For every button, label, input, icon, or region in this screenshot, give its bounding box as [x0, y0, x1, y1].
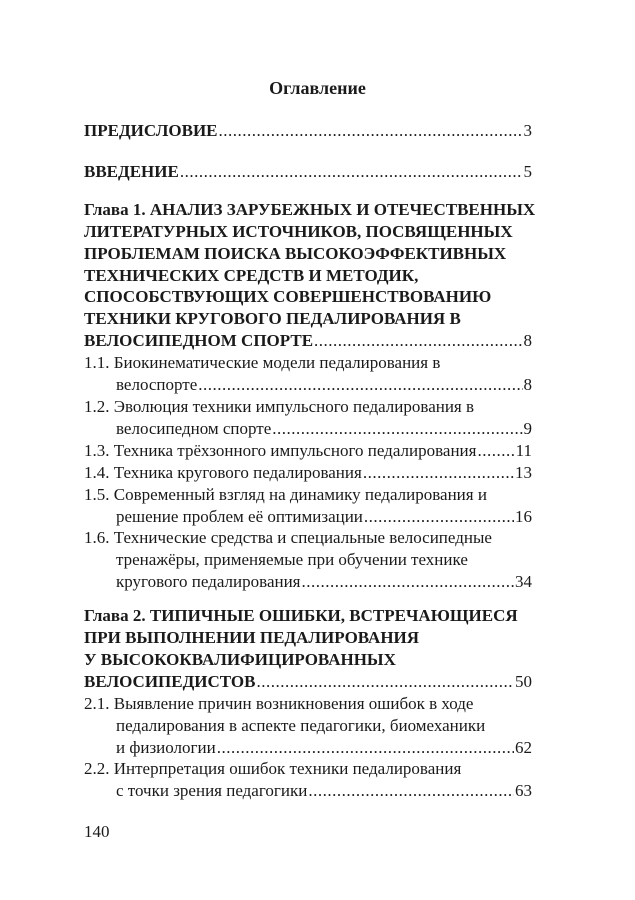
toc-entry[interactable] [84, 120, 532, 142]
toc-entry-text: Глава 1. АНАЛИЗ ЗАРУБЕЖНЫХ И ОТЕЧЕСТВЕННЫХ [84, 199, 536, 219]
toc-entry-text: 1.3. Техника трёхзонного импульсного педалирования [84, 440, 477, 460]
toc-entry-text: решение проблем её оптимизации [116, 506, 363, 526]
toc-page-number: 8 [523, 331, 532, 351]
toc-entry-text: ПРЕДИСЛОВИЕ [84, 121, 218, 140]
dot-leader [198, 374, 522, 396]
toc-entry-text: 1.1. Биокинематические модели педалирования в [84, 353, 441, 373]
toc-entry-last-line [84, 671, 532, 693]
dot-leader [219, 120, 523, 142]
toc-entry-text: ПРОБЛЕМАМ ПОИСКА ВЫСОКОЭФФЕКТИВНЫХ [84, 243, 507, 263]
page-number: 140 [84, 822, 110, 841]
toc-entry[interactable] [84, 396, 532, 440]
toc-entry-text: педалирования в аспекте педагогики, биомеханики [116, 715, 486, 735]
toc-entry-text: 1.6. Технические средства и специальные велосипедные [84, 528, 492, 548]
toc-entry[interactable] [84, 352, 532, 396]
toc-page-number: 63 [515, 781, 532, 801]
toc-entry[interactable] [84, 484, 532, 528]
toc-page-number: 8 [523, 375, 532, 395]
toc-entry-text: 1.4. Техника кругового педалирования [84, 462, 362, 482]
dot-leader [180, 161, 523, 183]
toc-page-number: 50 [515, 671, 532, 691]
toc-entry-text: 1.2. Эволюция техники импульсного педалирования в [84, 396, 475, 416]
toc-page-number: 3 [523, 121, 532, 140]
toc-entry-last-line [84, 418, 532, 440]
toc-entry-text: кругового педалирования [116, 572, 301, 592]
toc-entry-text: У ВЫСОКОКВАЛИФИЦИРОВАННЫХ [84, 649, 396, 669]
toc-entry-last-line [84, 737, 532, 759]
toc-page-number: 5 [523, 161, 532, 181]
toc-entry[interactable] [84, 199, 536, 352]
toc-entry-last-line [84, 161, 532, 183]
toc-entry-text: ЛИТЕРАТУРНЫХ ИСТОЧНИКОВ, ПОСВЯЩЕННЫХ [84, 221, 513, 241]
toc-entry-last-line [84, 780, 532, 802]
dot-leader [302, 571, 514, 593]
dot-leader [308, 780, 514, 802]
toc-entry-text: велоспорте [116, 375, 198, 395]
table-of-contents [84, 120, 536, 802]
dot-leader [364, 506, 514, 528]
toc-entry-text: ВЕЛОСИПЕДИСТОВ [84, 671, 256, 691]
toc-page-number: 62 [515, 737, 532, 757]
toc-entry[interactable] [84, 161, 532, 183]
toc-entry[interactable] [84, 527, 532, 593]
toc-page-number: 11 [515, 440, 532, 460]
toc-page-number: 9 [523, 418, 532, 438]
toc-entry-text: ТЕХНИКИ КРУГОВОГО ПЕДАЛИРОВАНИЯ В [84, 309, 461, 329]
toc-entry-text: велосипедном спорте [116, 418, 272, 438]
toc-entry[interactable] [84, 440, 532, 462]
toc-entry-text: ПРИ ВЫПОЛНЕНИИ ПЕДАЛИРОВАНИЯ [84, 628, 420, 648]
toc-entry-text: 1.5. Современный взгляд на динамику педалирования и [84, 484, 487, 504]
toc-entry-text: ВВЕДЕНИЕ [84, 161, 179, 181]
dot-leader [217, 737, 514, 759]
toc-entry-last-line [84, 440, 532, 462]
toc-entry-text: 2.2. Интерпретация ошибок техники педалирования [84, 759, 462, 779]
toc-entry-text: тренажёры, применяемые при обучении технике [116, 550, 468, 570]
toc-entry-last-line [84, 462, 532, 484]
toc-entry-text: с точки зрения педагогики [116, 781, 308, 801]
toc-entry-text: Глава 2. ТИПИЧНЫЕ ОШИБКИ, ВСТРЕЧАЮЩИЕСЯ [84, 606, 518, 626]
toc-entry-last-line [84, 374, 532, 396]
toc-entry-text: и физиологии [116, 737, 216, 757]
dot-leader [272, 418, 522, 440]
toc-entry-last-line [84, 330, 532, 352]
dot-leader [363, 462, 514, 484]
toc-page-number: 34 [515, 572, 532, 592]
toc-entry-text: ВЕЛОСИПЕДНОМ СПОРТЕ [84, 331, 314, 351]
toc-entry-last-line [84, 571, 532, 593]
dot-leader [314, 330, 522, 352]
dot-leader [477, 440, 514, 462]
toc-entry[interactable] [84, 693, 532, 759]
dot-leader [257, 671, 515, 693]
toc-entry-text: ТЕХНИЧЕСКИХ СРЕДСТВ И МЕТОДИК, [84, 265, 419, 285]
toc-entry[interactable] [84, 605, 532, 693]
toc-entry[interactable] [84, 462, 532, 484]
toc-entry-text: 2.1. Выявление причин возникновения ошибок в ходе [84, 693, 474, 713]
toc-entry-text: СПОСОБСТВУЮЩИХ СОВЕРШЕНСТВОВАНИЮ [84, 287, 492, 307]
toc-page-number: 13 [515, 462, 532, 482]
toc-entry[interactable] [84, 758, 532, 802]
toc-title: Оглавление [269, 78, 366, 98]
toc-page-number: 16 [515, 506, 532, 526]
toc-entry-last-line [84, 120, 532, 142]
toc-entry-last-line [84, 506, 532, 528]
